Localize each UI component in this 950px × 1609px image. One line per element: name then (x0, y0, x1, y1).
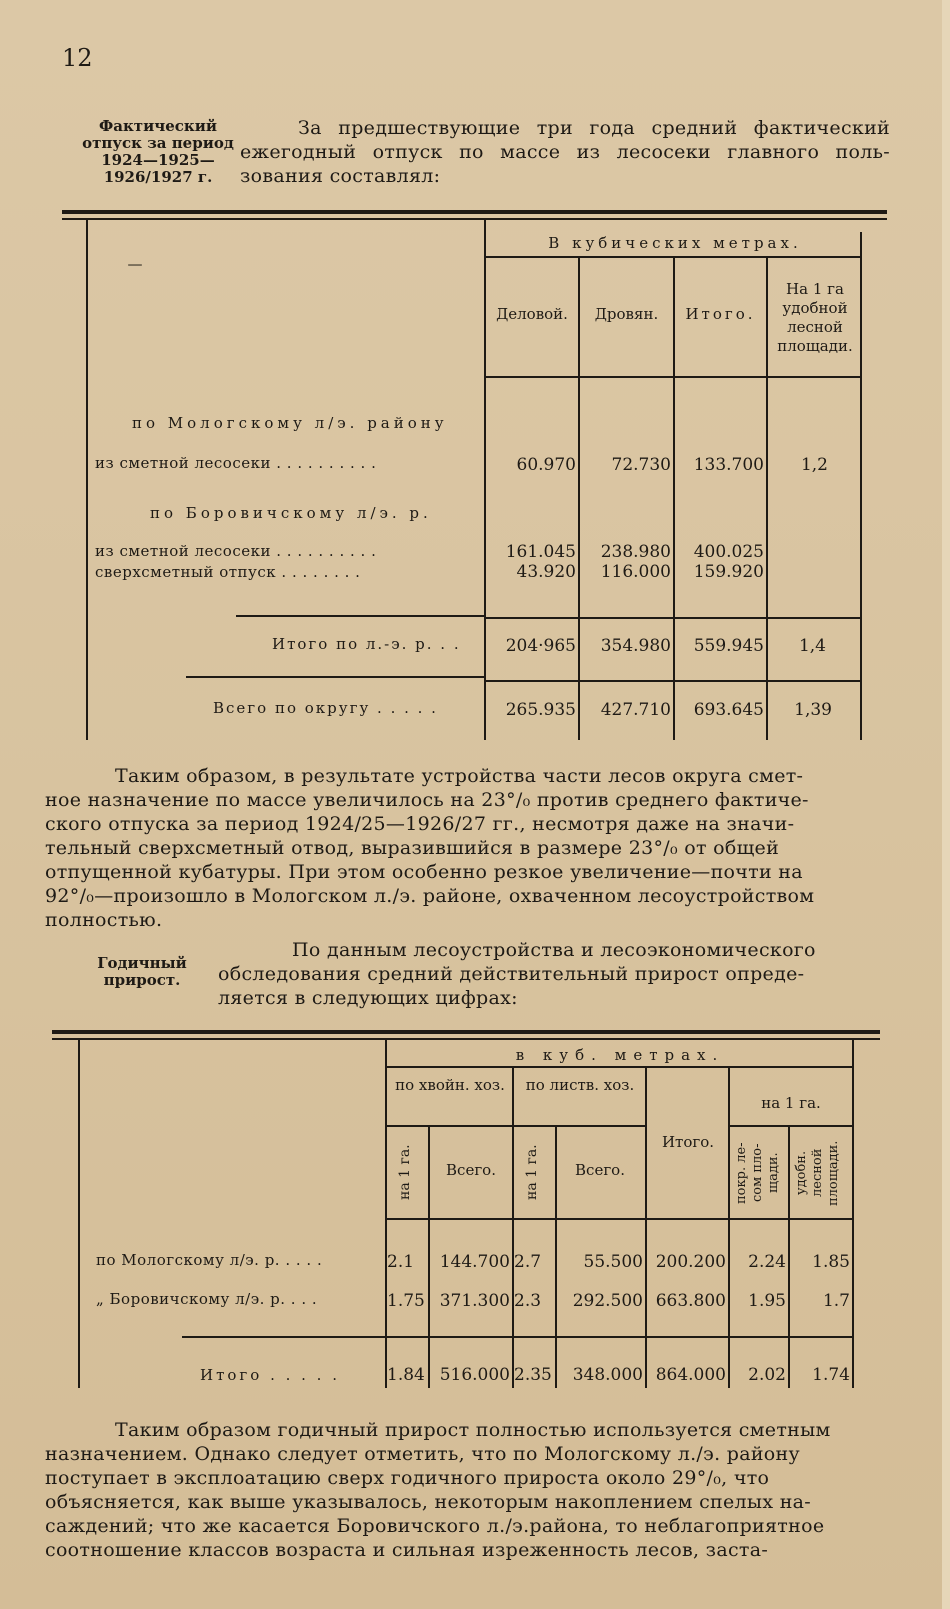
header-divider (387, 1218, 852, 1220)
table-cell: 2.24 (748, 1252, 786, 1272)
table-cell: 2.35 (514, 1365, 552, 1385)
corner-mark: — (127, 255, 143, 273)
table-cell: 2.1 (387, 1252, 415, 1272)
table-cell: 693.645 (693, 700, 764, 720)
column-header-conifer: по хвойн. хоз. (395, 1076, 505, 1094)
subheader-forested-area: покр. ле- сом пло- щади. (734, 1142, 781, 1204)
header-divider (486, 376, 860, 378)
text-line: поступает в эксплоатацию сверх годичного прироста около 29°/₀, что (45, 1467, 770, 1489)
table-cell: 559.945 (693, 636, 764, 656)
table-cell: 1,4 (798, 636, 826, 656)
text-line: тельный сверхсметный отвод, выразившийся в размере 23°/₀ от общей (45, 837, 780, 859)
subtotal-rule (236, 615, 484, 617)
table-top-rule (62, 210, 887, 214)
table-border (484, 220, 486, 740)
table-cell: 159.920 (693, 562, 764, 582)
column-header-per-ha: на 1 га. (761, 1094, 821, 1112)
subheader-total-deciduous: Всего. (575, 1161, 625, 1179)
table-cell: 116.000 (600, 562, 671, 582)
table-cell: 1.75 (387, 1291, 425, 1311)
header-divider (730, 1125, 852, 1127)
section-heading-borovichi: по Боровичскому л/э. р. (150, 504, 432, 522)
intro-paragraph-1 (240, 116, 890, 188)
table-border (852, 1040, 854, 1388)
text-line: отпущенной кубатуры. При этом особенно резкое увеличение—почти на (45, 861, 803, 883)
margin-line: 1924—1925— (101, 151, 215, 169)
header-divider (387, 1125, 645, 1127)
row-label: по Мологскому л/э. р. . . . . (96, 1251, 323, 1269)
column-divider (673, 258, 675, 740)
margin-line: Годичный (97, 954, 187, 972)
column-header-per-ha: На 1 га удобной лесной площади. (777, 280, 853, 355)
subheader-total-conifer: Всего. (446, 1161, 496, 1179)
table-cell: 400.025 (693, 542, 764, 562)
text-line: ского отпуска за период 1924/25—1926/27 гг., несмотря даже на значи- (45, 813, 795, 835)
page-edge (942, 0, 950, 1609)
table-cell: 161.045 (505, 542, 576, 562)
row-label-subtotal: Итого по л.-э. р. . . (272, 635, 461, 653)
margin-line: Фактический (99, 117, 217, 135)
table-cell: 292.500 (572, 1291, 643, 1311)
table-cell: 72.730 (611, 455, 671, 475)
table-cell: 55.500 (583, 1252, 643, 1272)
header-divider (486, 256, 860, 258)
table-cell: 348.000 (572, 1365, 643, 1385)
table-cell: 1,2 (800, 455, 828, 475)
table-cell: 2.7 (514, 1252, 542, 1272)
text-line: Таким образом, в результате устройства части лесов округа смет- (115, 765, 804, 787)
column-header-total: Итого. (685, 305, 756, 323)
total-rule (387, 1336, 852, 1338)
row-label-total: Итого . . . . . (200, 1366, 340, 1384)
table-cell: 1.74 (812, 1365, 850, 1385)
paragraph-conclusion (45, 1418, 885, 1562)
row-label: из сметной лесосеки . . . . . . . . . . (95, 542, 377, 560)
table-cell: 133.700 (693, 455, 764, 475)
column-divider (645, 1068, 647, 1388)
text-line: соотношение классов возраста и сильная изреженность лесов, заста- (45, 1539, 769, 1561)
table-top-rule (62, 218, 887, 220)
table-cell: 663.800 (655, 1291, 726, 1311)
paragraph-result (45, 764, 885, 932)
margin-label-actual-release (78, 118, 238, 186)
column-divider (766, 258, 768, 740)
subheader-per-ha-deciduous: на 1 га. (524, 1144, 540, 1200)
table-top-rule (52, 1038, 880, 1040)
table-cell: 200.200 (655, 1252, 726, 1272)
group-header: В кубических метрах. (548, 234, 802, 252)
table-border (860, 232, 862, 740)
table-cell: 427.710 (600, 700, 671, 720)
text-line: 92°/₀—произошло в Мологском л./э. районе, охваченном лесоустройством (45, 885, 815, 907)
table-top-rule (52, 1030, 880, 1034)
table-cell: 1.95 (748, 1291, 786, 1311)
text-line: полностью. (45, 909, 163, 931)
subheader-suitable-area: удобн. лесной площади. (794, 1140, 841, 1206)
column-header-firewood: Дровян. (594, 305, 659, 323)
table-cell: 371.300 (439, 1291, 510, 1311)
table-cell: 144.700 (439, 1252, 510, 1272)
table-cell: 1.84 (387, 1365, 425, 1385)
section-heading-mologa: по Мологскому л/э. району (132, 414, 448, 432)
table-cell: 1.7 (822, 1291, 850, 1311)
row-label-grand-total: Всего по округу . . . . . (213, 699, 438, 717)
total-rule (186, 676, 484, 678)
subheader-per-ha-conifer: на 1 га. (397, 1144, 413, 1200)
table-cell: 354.980 (600, 636, 671, 656)
text-line: Таким образом годичный прирост полностью используется сметным (115, 1419, 831, 1441)
column-divider (512, 1068, 514, 1388)
text-line: саждений; что же касается Боровичского л./э.района, то неблагоприятное (45, 1515, 825, 1537)
table-border (86, 220, 88, 740)
table-cell: 43.920 (516, 562, 576, 582)
text-line: ное назначение по массе увеличилось на 23°/₀ против среднего фактиче- (45, 789, 809, 811)
column-divider (728, 1068, 730, 1388)
page-number: 12 (62, 44, 93, 72)
header-divider (387, 1066, 852, 1068)
intro-paragraph-growth (218, 938, 883, 1010)
column-header-deciduous: по листв. хоз. (525, 1076, 635, 1094)
group-header: в куб. метрах. (515, 1046, 725, 1064)
row-label: „ Боровичскому л/э. р. . . . (96, 1290, 318, 1308)
table-cell: 204·965 (505, 636, 576, 656)
table-cell: 1,39 (794, 700, 832, 720)
table-cell: 265.935 (505, 700, 576, 720)
text-line: назначением. Однако следует отметить, что по Мологскому л./э. району (45, 1443, 800, 1465)
table-cell: 60.970 (516, 455, 576, 475)
text-line: По данным лесоустройства и лесоэкономического (292, 939, 816, 961)
row-label: из сметной лесосеки . . . . . . . . . . (95, 454, 377, 472)
total-rule (486, 680, 860, 682)
row-label: сверхсметный отпуск . . . . . . . . (95, 563, 361, 581)
text-line: ежегодный отпуск по массе из лесосеки главного поль- (240, 141, 890, 163)
table-cell: 516.000 (439, 1365, 510, 1385)
column-header-business: Деловой. (496, 305, 568, 323)
margin-line: прирост. (103, 971, 181, 989)
text-line: ляется в следующих цифрах: (218, 987, 518, 1009)
text-line: объясняется, как выше указывалось, некоторым накоплением спелых на- (45, 1491, 812, 1513)
table-cell: 2.02 (748, 1365, 786, 1385)
column-header-total: Итого. (661, 1133, 715, 1151)
table-cell: 2.3 (514, 1291, 542, 1311)
table-cell: 864.000 (655, 1365, 726, 1385)
margin-label-annual-growth (82, 955, 202, 989)
table-cell: 1.85 (812, 1252, 850, 1272)
total-rule (182, 1336, 385, 1338)
text-line: обследования средний действительный прирост опреде- (218, 963, 805, 985)
margin-line: отпуск за период (82, 134, 234, 152)
text-line: За предшествующие три года средний фактический (298, 117, 890, 139)
text-line: зования составлял: (240, 165, 441, 187)
margin-line: 1926/1927 г. (103, 168, 213, 186)
subtotal-rule (486, 617, 860, 619)
table-border (78, 1040, 80, 1388)
column-divider (578, 258, 580, 740)
table-cell: 238.980 (600, 542, 671, 562)
